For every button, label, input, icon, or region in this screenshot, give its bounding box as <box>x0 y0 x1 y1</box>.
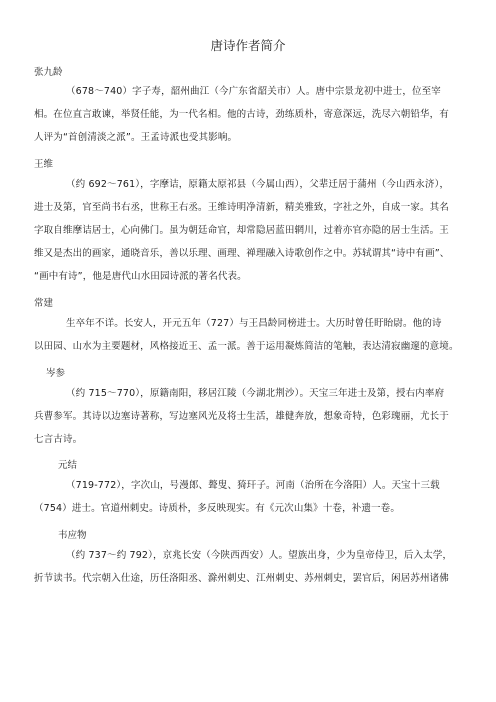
author-name: 张九龄 <box>34 67 63 78</box>
text-line: （719-772），字次山，号漫郎、聱叟、猗玕子。河南（治所在今洛阳）人。天宝十三载 <box>66 480 440 491</box>
text-line: 生卒年不详。长安人，开元五年（727）与王昌龄同榜进士。大历时曾任盱眙尉。他的诗 <box>66 318 442 329</box>
text-line: 以田园、山水为主要题材，风格接近王、孟一派。善于运用凝炼简洁的笔触，表达清寂幽邃的意境。 <box>34 341 459 352</box>
text-line: （678～740）字子寿，韶州曲江（今广东省韶关市）人。唐中宗景龙初中进士，位至宰 <box>66 86 441 97</box>
author-name: 元结 <box>58 460 78 471</box>
text-line: 人评为“首创清淡之派”。王孟诗派也受其影响。 <box>34 132 238 143</box>
text-line: 七言古诗。 <box>34 434 83 445</box>
text-line: （754）进士。官道州刺史。诗质朴，多反映现实。有《元次山集》十卷，补遗一卷。 <box>34 503 400 514</box>
document-title: 唐诗作者简介 <box>210 38 286 53</box>
author-name: 岑参 <box>46 368 66 379</box>
text-line: 折节读书。代宗朝入仕途，历任洛阳丞、滁州刺史、江州刺史、苏州刺史，罢官后，闲居苏州诸佛 <box>34 573 449 584</box>
author-name: 韦应物 <box>58 530 87 541</box>
text-line: 兵曹参军。其诗以边塞诗著称，写边塞风光及将士生活，雄健奔放，想象奇特，色彩瑰丽，尤长于 <box>34 411 449 422</box>
text-line: （约 715～770），原籍南阳，移居江陵（今湖北荆沙）。天宝三年进士及第，授右内率府 <box>66 388 445 399</box>
author-name: 王维 <box>34 159 54 170</box>
author-name: 常建 <box>34 298 54 309</box>
text-line: 字取自维摩诘居士，心向佛门。虽为朝廷命官，却常隐居蓝田辋川，过着亦官亦隐的居士生活。王 <box>34 225 449 236</box>
text-line: （约 692～761），字摩诘，原籍太原祁县（今属山西），父辈迁居于蒲州（今山西永济）， <box>66 179 450 190</box>
text-line: 相。在位直言敢谏，举贤任能，为一代名相。他的古诗，劲练质朴，寄意深远，洗尽六朝铅华，有 <box>34 109 449 120</box>
text-line: 维又是杰出的画家，通晓音乐，善以乐理、画理、禅理融入诗歌创作之中。苏轼谓其“诗中有画”、 <box>34 248 450 259</box>
text-line: “画中有诗”，他是唐代山水田园诗派的著名代表。 <box>34 271 247 282</box>
text-line: 进士及第，官至尚书右丞，世称王右丞。王维诗明净清新，精美雅致，字社之外，自成一家。其名 <box>34 202 449 213</box>
text-line: （约 737～约 792），京兆长安（今陕西西安）人。望族出身，少为皇帝侍卫，后入太学， <box>66 550 453 561</box>
